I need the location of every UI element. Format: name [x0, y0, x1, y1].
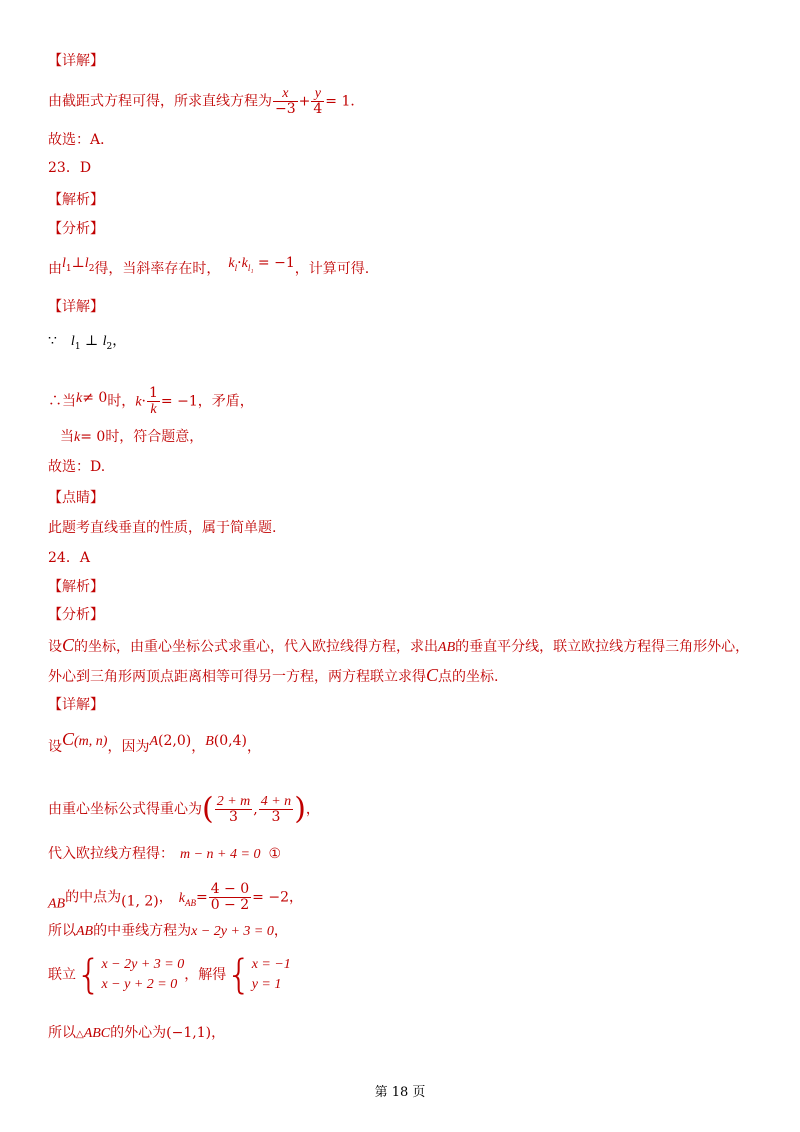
text: ，: [158, 889, 173, 906]
fraction-1-over-k: [147, 386, 160, 417]
numerator: 2 + m: [216, 794, 251, 809]
math-ABC: ABC: [83, 1026, 111, 1041]
text: 的中垂线方程为: [93, 923, 192, 939]
paren-right: ): [294, 791, 306, 827]
text: 外心到三角形两顶点距离相等可得另一方程，两方程联立求得: [48, 669, 426, 685]
denominator: 3: [229, 809, 238, 825]
math-k: k: [74, 430, 81, 445]
question-23: 23．D: [48, 160, 92, 176]
line-let-C: [48, 730, 261, 756]
line-circumcenter: [48, 1024, 225, 1044]
text: 由: [48, 261, 62, 277]
text: 时，: [107, 393, 136, 410]
paren-left: (: [202, 791, 214, 827]
text: ，: [273, 923, 288, 939]
text: 代入欧拉线方程得：: [48, 846, 174, 862]
system-solution: [252, 955, 291, 995]
text: 设: [48, 639, 62, 655]
text: ，矛盾，: [197, 393, 254, 410]
plus: +: [298, 93, 311, 110]
math-circumcenter: (−1,1): [166, 1025, 212, 1041]
numerator: 4 − 0: [210, 881, 250, 897]
line-analysis-1: [48, 636, 749, 657]
text: 设: [48, 739, 62, 755]
answer-a: 故选：A．: [48, 132, 115, 148]
analysis-heading-2: 【解析】: [48, 579, 104, 595]
text: 由截距式方程可得，所求直线方程为: [48, 93, 272, 110]
text: ，: [305, 801, 320, 818]
math-slope-result: = −2: [252, 889, 289, 906]
text: 联立: [48, 967, 76, 983]
math-AB: AB: [76, 924, 94, 939]
line-system: [48, 952, 291, 998]
text: ，: [246, 739, 261, 755]
text: 由重心坐标公式得重心为: [48, 801, 202, 818]
answer-d: 故选：D.: [48, 459, 106, 475]
denominator: −3: [275, 101, 296, 117]
math-point-B: B(0,4): [205, 733, 247, 749]
detail-heading-3: 【详解】: [48, 697, 104, 713]
denominator: 0 − 2: [210, 897, 250, 913]
text: ，解得: [184, 967, 227, 983]
line-k-nonzero: [48, 386, 254, 417]
fenxi-heading-1: 【分析】: [48, 221, 104, 237]
fenxi-heading-2: 【分析】: [48, 607, 104, 623]
numerator: 1: [148, 385, 158, 401]
numerator: 4 + n: [260, 794, 292, 809]
fraction-centroid-x: [215, 794, 253, 825]
detail-heading-2: 【详解】: [48, 299, 104, 315]
brace-left: {: [76, 952, 102, 998]
denominator: 4: [313, 101, 323, 117]
math-l1-perp-l2: $l_1\perp l_2$: [62, 255, 95, 274]
numerator: y: [311, 86, 324, 102]
text: 的垂直平分线，联立欧拉线方程得三角形外心，: [455, 639, 750, 655]
line-euler: [48, 845, 281, 864]
text: ，: [191, 739, 206, 755]
text: 得，当斜率存在时，: [94, 261, 221, 277]
line-intercept: [48, 86, 364, 117]
math-C-mn: C(m, n): [62, 729, 108, 749]
math-point-A: A(2,0): [149, 733, 192, 749]
math-AB: AB: [438, 640, 456, 655]
text: ∴当: [48, 393, 76, 410]
math-slope-AB: $k_{AB}$: [178, 890, 196, 908]
text: 的中点为: [65, 889, 122, 906]
math-C: C: [426, 665, 439, 685]
text: 当: [60, 429, 74, 445]
analysis-heading-1: 【解析】: [48, 192, 104, 208]
math-k: k: [135, 394, 142, 410]
line-perp-bisector: [48, 922, 288, 941]
math-C: C: [62, 635, 75, 655]
equation-rhs: = 1: [325, 93, 351, 110]
math-k-neq-0: k≠ 0: [76, 389, 108, 406]
brace-left: {: [226, 952, 252, 998]
question-24: 24．A: [48, 550, 90, 566]
line-k-zero: [60, 428, 203, 447]
numerator: x: [273, 86, 298, 102]
text: ，因为: [107, 739, 150, 755]
page-number: 第 18 页: [374, 1085, 426, 1100]
fraction-x: [273, 86, 298, 117]
line-because: [48, 332, 126, 356]
text: 所以: [48, 1025, 76, 1041]
text: ，: [112, 333, 127, 349]
fraction-slope: [209, 882, 251, 913]
text: ．: [350, 93, 365, 110]
solution-x: x = −1: [251, 957, 291, 972]
detail-heading-1: 【详解】: [48, 53, 104, 69]
equals: =: [195, 889, 208, 906]
denominator: k: [150, 402, 157, 417]
text: 时，符合题意，: [105, 429, 204, 445]
denominator: 3: [271, 809, 281, 825]
solution-y: y = 1: [251, 977, 282, 992]
text: 的外心为: [110, 1025, 167, 1041]
text: 点的坐标.: [438, 669, 499, 685]
because-symbol: ∵: [48, 333, 57, 349]
math-AB: AB: [48, 896, 66, 912]
fraction-centroid-y: [259, 794, 293, 825]
equation-1: x − 2y + 3 = 0: [101, 957, 185, 972]
math-perp-bisector: x − 2y + 3 = 0: [191, 924, 274, 939]
equation-rhs: = −1: [160, 393, 198, 410]
math-euler-equation: m − n + 4 = 0: [180, 847, 261, 862]
comment-text: 此题考直线垂直的性质，属于简单题.: [48, 520, 277, 536]
comma: ,: [253, 801, 258, 818]
math-eq-0: = 0: [80, 429, 106, 445]
math-midpoint: (1, 2): [121, 893, 159, 910]
fraction-y: [311, 86, 324, 117]
text: 的坐标，由重心坐标公式求重心，代入欧拉线得方程，求出: [74, 639, 439, 655]
text: ，计算可得.: [294, 261, 370, 277]
circled-one: ①: [268, 846, 282, 862]
math-l1-perp-l2: $l_1$ ⊥ $l_2$: [70, 333, 113, 352]
dot: ·: [141, 393, 146, 410]
text: 所以: [48, 923, 76, 939]
text: ，: [288, 889, 303, 906]
line-analysis-2: [48, 666, 498, 686]
text: ，: [211, 1025, 226, 1041]
equation-2: x − y + 2 = 0: [101, 977, 178, 992]
line-perp-slopes: [48, 254, 369, 278]
math-slope-product: $k_l\cdot k_{l_1} = -1$: [228, 255, 295, 273]
line-midpoint: [48, 882, 303, 914]
line-centroid: [48, 791, 320, 827]
comment-heading: 【点睛】: [48, 490, 104, 506]
triangle-symbol: △: [76, 1029, 84, 1040]
system-equations: [101, 955, 184, 995]
